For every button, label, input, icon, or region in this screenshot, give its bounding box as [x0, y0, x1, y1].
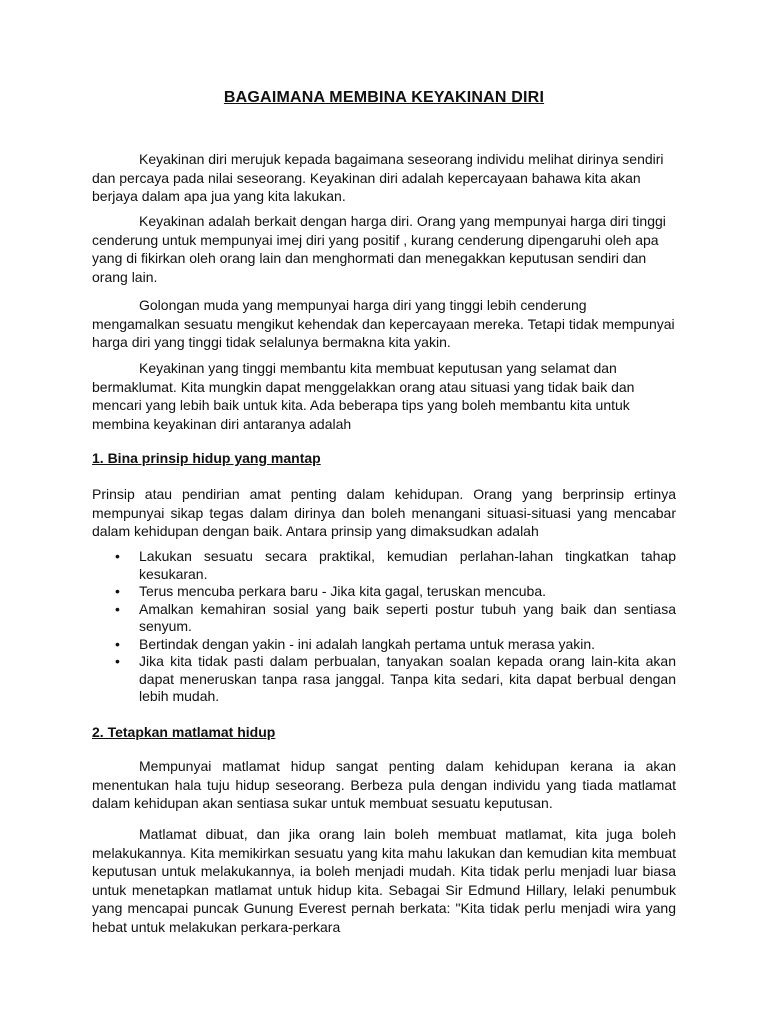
section-paragraph: Mempunyai matlamat hidup sangat penting dalam kehidupan kerana ia akan menentukan hala tuju hidup seseorang. Berbeza pula dengan individu yang tiada matlamat dalam kehidupan akan sentiasa sukar untuk membuat sesuatu keputusan.	[92, 758, 676, 811]
section-paragraph: Matlamat dibuat, dan jika orang lain boleh membuat matlamat, kita juga boleh melakukannya. Kita memikirkan sesuatu yang kita mahu lakukan dan kemudian kita membuat keputusan untuk melakukannya, ia boleh menjadi mudah. Kita tidak perlu menjadi luar biasa untuk menetapkan matlamat untuk hidup kita. Sebagai Sir Edmund Hillary, lelaki penumbuk yang mencapai puncak Gunung Everest pernah berkata: "Kita tidak perlu menjadi wira yang hebat untuk melakukan perkara-perkara	[92, 826, 676, 935]
intro-paragraph: Keyakinan yang tinggi membantu kita membuat keputusan yang selamat dan bermaklumat. Kita mungkin dapat menggelakkan orang atau situasi yang tidak baik dan mencari yang lebih baik untuk kita. Ada beberapa tips yang boleh membantu kita untuk membina keyakinan diri antaranya adalah	[92, 360, 635, 432]
list-item-text: Amalkan kemahiran sosial yang baik seperti postur tubuh yang baik dan sentiasa senyum.	[139, 600, 676, 634]
bullet-icon: •	[115, 635, 120, 652]
list-item	[92, 583, 676, 601]
bullet-list	[92, 548, 676, 706]
list-item	[92, 653, 676, 706]
list-item-text: Terus mencuba perkara baru - Jika kita gagal, teruskan mencuba.	[139, 583, 546, 599]
intro-paragraph: Golongan muda yang mempunyai harga diri yang tinggi lebih cenderung mengamalkan sesuatu mengikut kehendak dan kepercayaan mereka. Tetapi tidak mempunyai harga diri yang tinggi tidak selalunya bermakna kita yakin.	[92, 297, 675, 350]
list-item-text: Bertindak dengan yakin - ini adalah langkah pertama untuk merasa yakin.	[139, 635, 596, 652]
bullet-icon: •	[115, 583, 120, 599]
list-item-text: Jika kita tidak pasti dalam perbualan, tanyakan soalan kepada orang lain-kita akan dapat meneruskan tanpa rasa janggal. Tanpa kita sedari, kita dapat berbual dengan lebih mudah.	[139, 653, 676, 704]
intro-paragraph: Keyakinan adalah berkait dengan harga diri. Orang yang mempunyai harga diri tinggi cenderung untuk mempunyai imej diri yang positif , kurang cenderung dipengaruhi oleh apa yang di fikirkan oleh orang lain dan menghormati dan menegakkan keputusan sendiri dan orang lain.	[92, 213, 666, 285]
bullet-icon: •	[115, 653, 120, 669]
bullet-icon: •	[115, 600, 120, 617]
document-title: BAGAIMANA MEMBINA KEYAKINAN DIRI	[223, 89, 545, 106]
list-item	[92, 601, 676, 636]
bullet-icon: •	[115, 548, 120, 564]
section-heading: 1. Bina prinsip hidup yang mantap	[92, 450, 321, 466]
section-paragraph: Prinsip atau pendirian amat penting dalam kehidupan. Orang yang berprinsip ertinya mempunyai sikap tegas dalam dirinya dan boleh menangani situasi-situasi yang mencabar dalam kehidupan dengan baik. Antara prinsip yang dimaksudkan adalah	[92, 486, 676, 539]
intro-paragraph: Keyakinan diri merujuk kepada bagaimana seseorang individu melihat dirinya sendiri dan percaya pada nilai seseorang. Keyakinan diri adalah kepercayaan bahawa kita akan berjaya dalam apa jua yang kita lakukan.	[92, 151, 664, 204]
list-item	[92, 636, 676, 654]
list-item	[92, 548, 676, 583]
list-item-text: Lakukan sesuatu secara praktikal, kemudian perlahan-lahan tingkatkan tahap kesukaran.	[139, 548, 676, 582]
section-heading: 2. Tetapkan matlamat hidup	[92, 724, 276, 740]
